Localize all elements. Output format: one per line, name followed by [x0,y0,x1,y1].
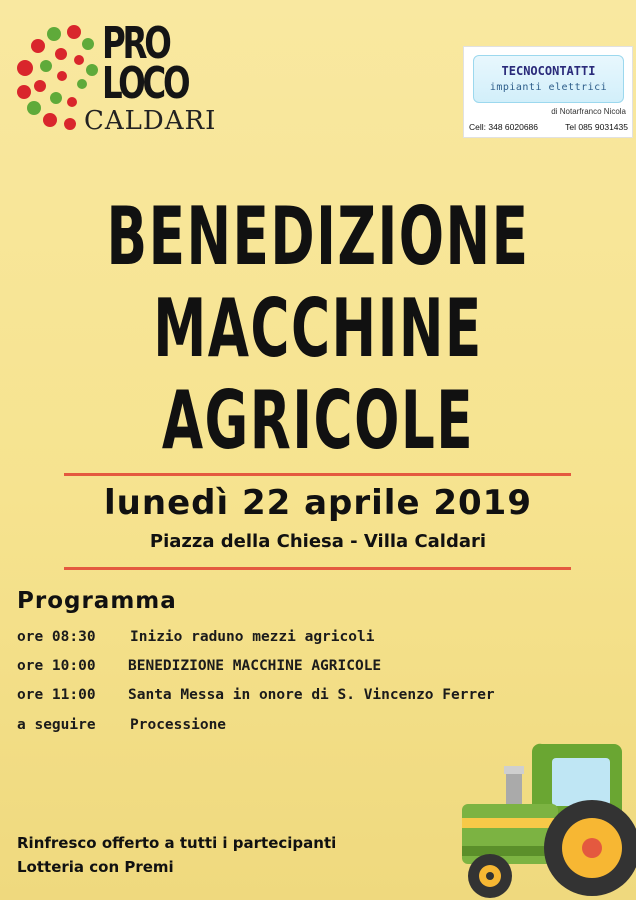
sponsor-logo-box [473,55,624,103]
tractor-icon [456,736,636,900]
programme-time: ore 11:00 [17,687,96,703]
programme-time: ore 08:30 [17,629,96,645]
sponsor-tel: Tel 085 9031435 [565,122,628,132]
programme-desc: Inizio raduno mezzi agricoli [130,629,375,645]
divider-top [64,473,571,476]
logo-loco: LOCO [102,58,188,109]
programme-heading: Programma [17,588,177,614]
divider-bottom [64,567,571,570]
footer-lottery: Lotteria con Premi [17,858,174,876]
event-date: lunedì 22 aprile 2019 [104,483,532,523]
title-line-2: MACCHINE [153,282,483,375]
sponsor-description: impianti elettrici [489,82,608,93]
programme-time: ore 10:00 [17,658,96,674]
pro-loco-logo [16,18,231,142]
logo-caldari: CALDARI [84,106,217,136]
title-line-3: AGRICOLE [161,374,475,467]
footer-refreshments: Rinfresco offerto a tutti i partecipanti [17,834,337,852]
programme-desc: Santa Messa in onore di S. Vincenzo Ferrer [128,687,495,703]
logo-pro: PRO [102,18,169,69]
sponsor-owner: di Notarfranco Nicola [551,107,626,116]
sponsor-card [463,46,633,138]
event-place: Piazza della Chiesa - Villa Caldari [149,531,487,552]
sponsor-cell: Cell: 348 6020686 [469,122,539,132]
programme-time: a seguire [17,717,96,733]
programme-desc: BENEDIZIONE MACCHINE AGRICOLE [128,658,382,674]
title-line-1: BENEDIZIONE [106,190,530,283]
programme-desc: Processione [130,717,227,733]
sponsor-name: TECNOCONTATTI [501,64,596,78]
